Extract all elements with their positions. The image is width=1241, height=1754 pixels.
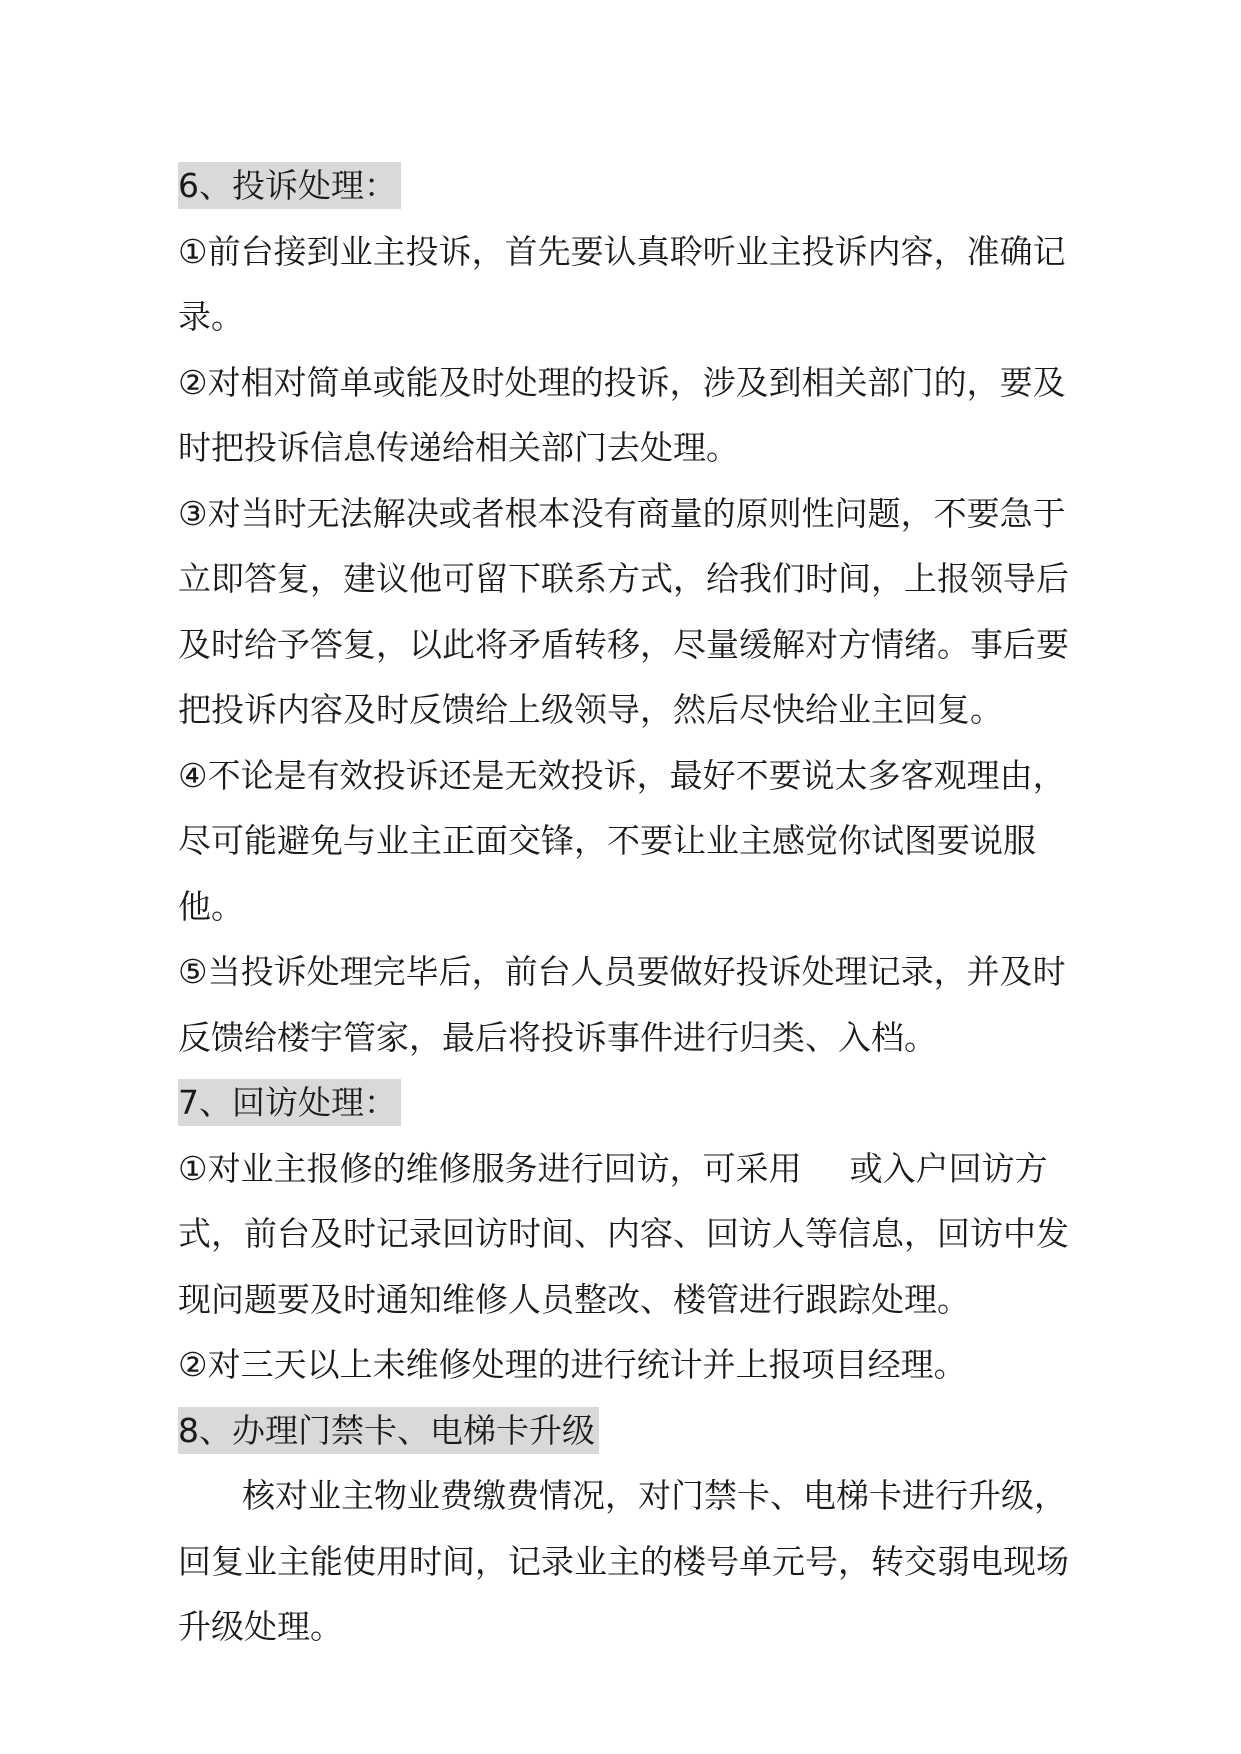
section-heading-return-visit <box>178 1070 1078 1136</box>
paragraph-access-card: 核对业主物业费缴费情况，对门禁卡、电梯卡进行升级，回复业主能使用时间，记录业主的楼号单元号，转交弱电现场升级处理。 <box>178 1476 1069 1646</box>
document-content <box>178 153 1078 1660</box>
section-heading-access-card <box>178 1398 1078 1464</box>
paragraph-return-visit-1 <box>178 1136 1078 1333</box>
section-heading-return-visit-text: 7、回访处理： <box>178 1079 401 1126</box>
paragraph-return-visit-1-part-a: ①对业主报修的维修服务进行回访，可采用 <box>178 1148 802 1188</box>
paragraph-complaint-4: ④不论是有效投诉还是无效投诉，最好不要说太多客观理由，尽可能避免与业主正面交锋，不要让业主感觉你试图要说服他。 <box>178 755 1066 926</box>
paragraph-complaint-3: ③对当时无法解决或者根本没有商量的原则性问题，不要急于立即答复，建议他可留下联系方式，给我们时间，上报领导后及时给予答复，以此将矛盾转移，尽量缓解对方情绪。事后要把投诉内容及时反馈给上级领导，然后尽快给业主回复。 <box>178 493 1069 729</box>
paragraph-complaint-1: ①前台接到业主投诉，首先要认真聆听业主投诉内容，准确记录。 <box>178 231 1066 336</box>
paragraph-complaint-2: ②对相对简单或能及时处理的投诉，涉及到相关部门的，要及时把投诉信息传递给相关部门去处理。 <box>178 362 1066 467</box>
paragraph-return-visit-1-part-b: 或入户回访方式，前台及时记录回访时间、内容、回访人等信息，回访中发现问题要及时通知维修人员整改、楼管进行跟踪处理。 <box>178 1148 1069 1319</box>
section-heading-complaints <box>178 153 1078 219</box>
section-heading-complaints-text: 6、投诉处理： <box>178 162 401 209</box>
paragraph-complaint-5: ⑤当投诉处理完毕后，前台人员要做好投诉处理记录，并及时反馈给楼宇管家，最后将投诉事件进行归类、入档。 <box>178 952 1066 1057</box>
paragraph-return-visit-2: ②对三天以上未维修处理的进行统计并上报项目经理。 <box>178 1345 967 1384</box>
section-heading-access-card-text: 8、办理门禁卡、电梯卡升级 <box>178 1407 599 1454</box>
